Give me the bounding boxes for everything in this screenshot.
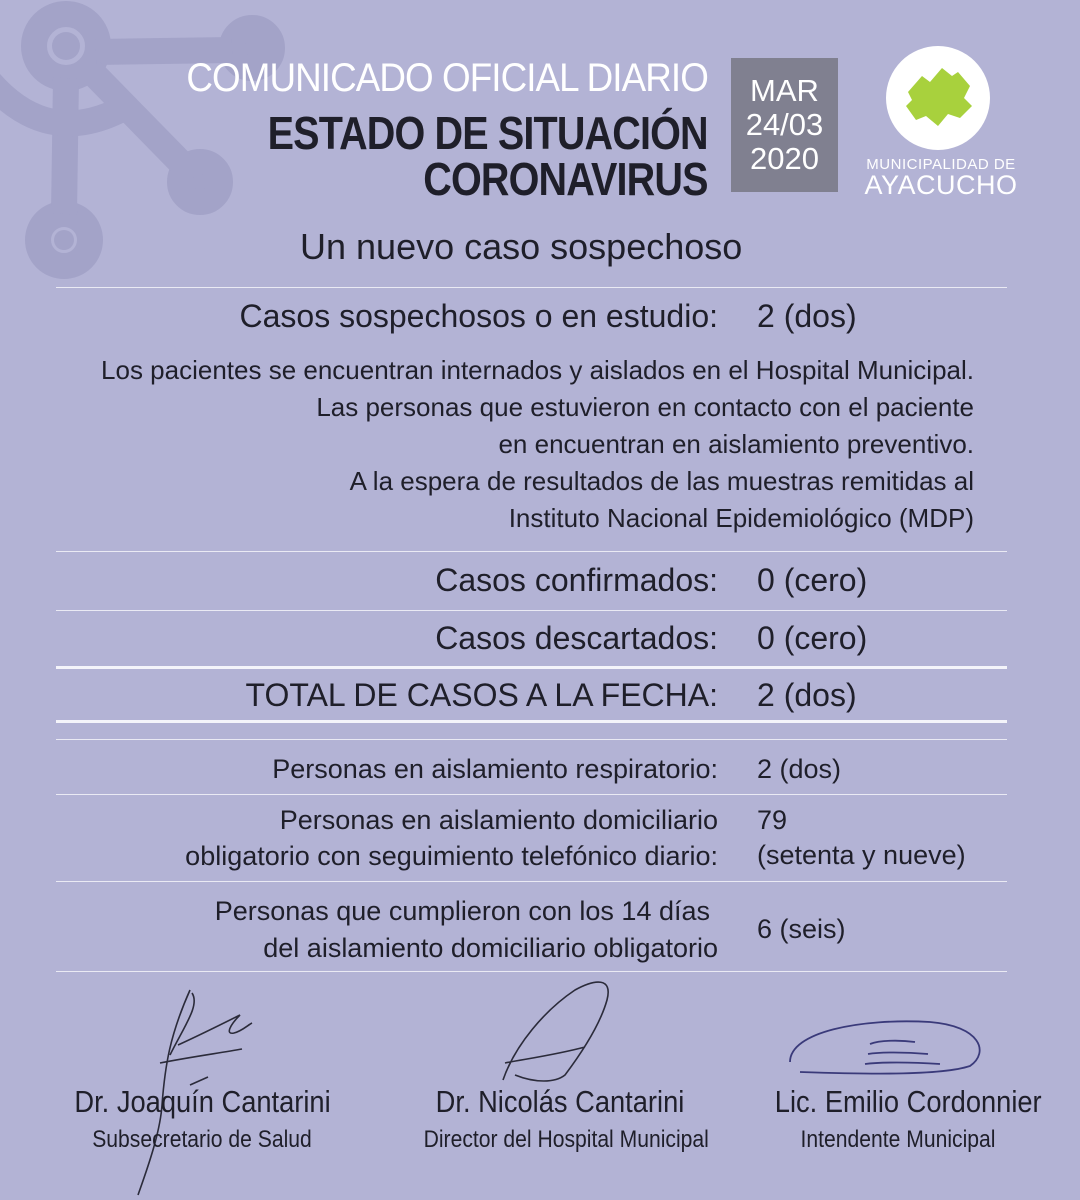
suspected-label: Casos sospechosos o en estudio:: [239, 298, 718, 334]
paragraph-line: A la espera de resultados de las muestras remitidas al: [349, 466, 974, 496]
divider: [56, 666, 1007, 669]
respiratory-label: Personas en aislamiento respiratorio:: [272, 754, 718, 784]
logo-map-icon: [886, 46, 990, 150]
respiratory-value: 2 (dos): [757, 754, 842, 784]
home-isolation-value-words: (setenta y nueve): [757, 840, 966, 870]
completed-label-line2: del aislamiento domiciliario obligatorio: [263, 933, 718, 963]
signatory-role: Intendente Municipal: [800, 1126, 996, 1153]
divider: [56, 739, 1007, 740]
discarded-value: 0 (cero): [757, 620, 868, 656]
total-value: 2 (dos): [757, 677, 857, 713]
header-title-line2: CORONAVIRUS: [423, 153, 708, 205]
divider: [56, 610, 1007, 611]
divider: [56, 881, 1007, 882]
completed-label-line1: Personas que cumplieron con los 14 días: [214, 896, 710, 926]
signatory-name: Dr. Joaquín Cantarini: [74, 1084, 331, 1119]
date-year: 2020: [750, 141, 819, 176]
date-day: MAR: [750, 73, 819, 108]
signatory-name: Dr. Nicolás Cantarini: [435, 1084, 685, 1119]
status-paragraph: [101, 352, 974, 537]
confirmed-label: Casos confirmados:: [435, 562, 718, 598]
logo-top-text: MUNICIPALIDAD DE: [866, 156, 1016, 173]
paragraph-line: en encuentran en aislamiento preventivo.: [498, 429, 974, 459]
paragraph-line: Los pacientes se encuentran internados y aislados en el Hospital Municipal.: [101, 355, 974, 385]
divider: [56, 551, 1007, 552]
header-title-line1: ESTADO DE SITUACIÓN: [267, 107, 708, 159]
home-isolation-label-line1: Personas en aislamiento domiciliario: [279, 805, 718, 835]
completed-value: 6 (seis): [757, 914, 846, 944]
total-label: TOTAL DE CASOS A LA FECHA:: [245, 677, 718, 713]
date-daymonth: 24/03: [745, 107, 824, 142]
signature-block: [405, 1084, 715, 1154]
divider: [56, 287, 1007, 288]
signature-block: [57, 1084, 347, 1154]
divider: [56, 794, 1007, 795]
home-isolation-label-line2: obligatorio con seguimiento telefónico diario:: [185, 841, 718, 871]
signature-scribble-icon: [780, 1012, 995, 1082]
municipality-logo: [856, 46, 1026, 206]
confirmed-value: 0 (cero): [757, 562, 868, 598]
signatory-name: Lic. Emilio Cordonnier: [774, 1084, 1042, 1119]
paragraph-line: Las personas que estuvieron en contacto con el paciente: [316, 392, 974, 422]
divider: [56, 720, 1007, 723]
signatory-role: Director del Hospital Municipal: [423, 1126, 709, 1153]
headline: Un nuevo caso sospechoso: [300, 226, 743, 267]
signature-scribble-icon: [495, 975, 625, 1085]
signatory-role: Subsecretario de Salud: [92, 1126, 312, 1153]
paragraph-line: Instituto Nacional Epidemiológico (MDP): [508, 503, 974, 533]
suspected-value: 2 (dos): [757, 298, 857, 334]
signature-block: [758, 1084, 1042, 1154]
divider: [56, 971, 1007, 972]
home-isolation-value-number: 79: [757, 805, 788, 835]
header-subtitle: COMUNICADO OFICIAL DIARIO: [186, 56, 708, 100]
logo-bottom-text: AYACUCHO: [864, 170, 1018, 200]
discarded-label: Casos descartados:: [435, 620, 718, 656]
date-box: [731, 58, 838, 192]
